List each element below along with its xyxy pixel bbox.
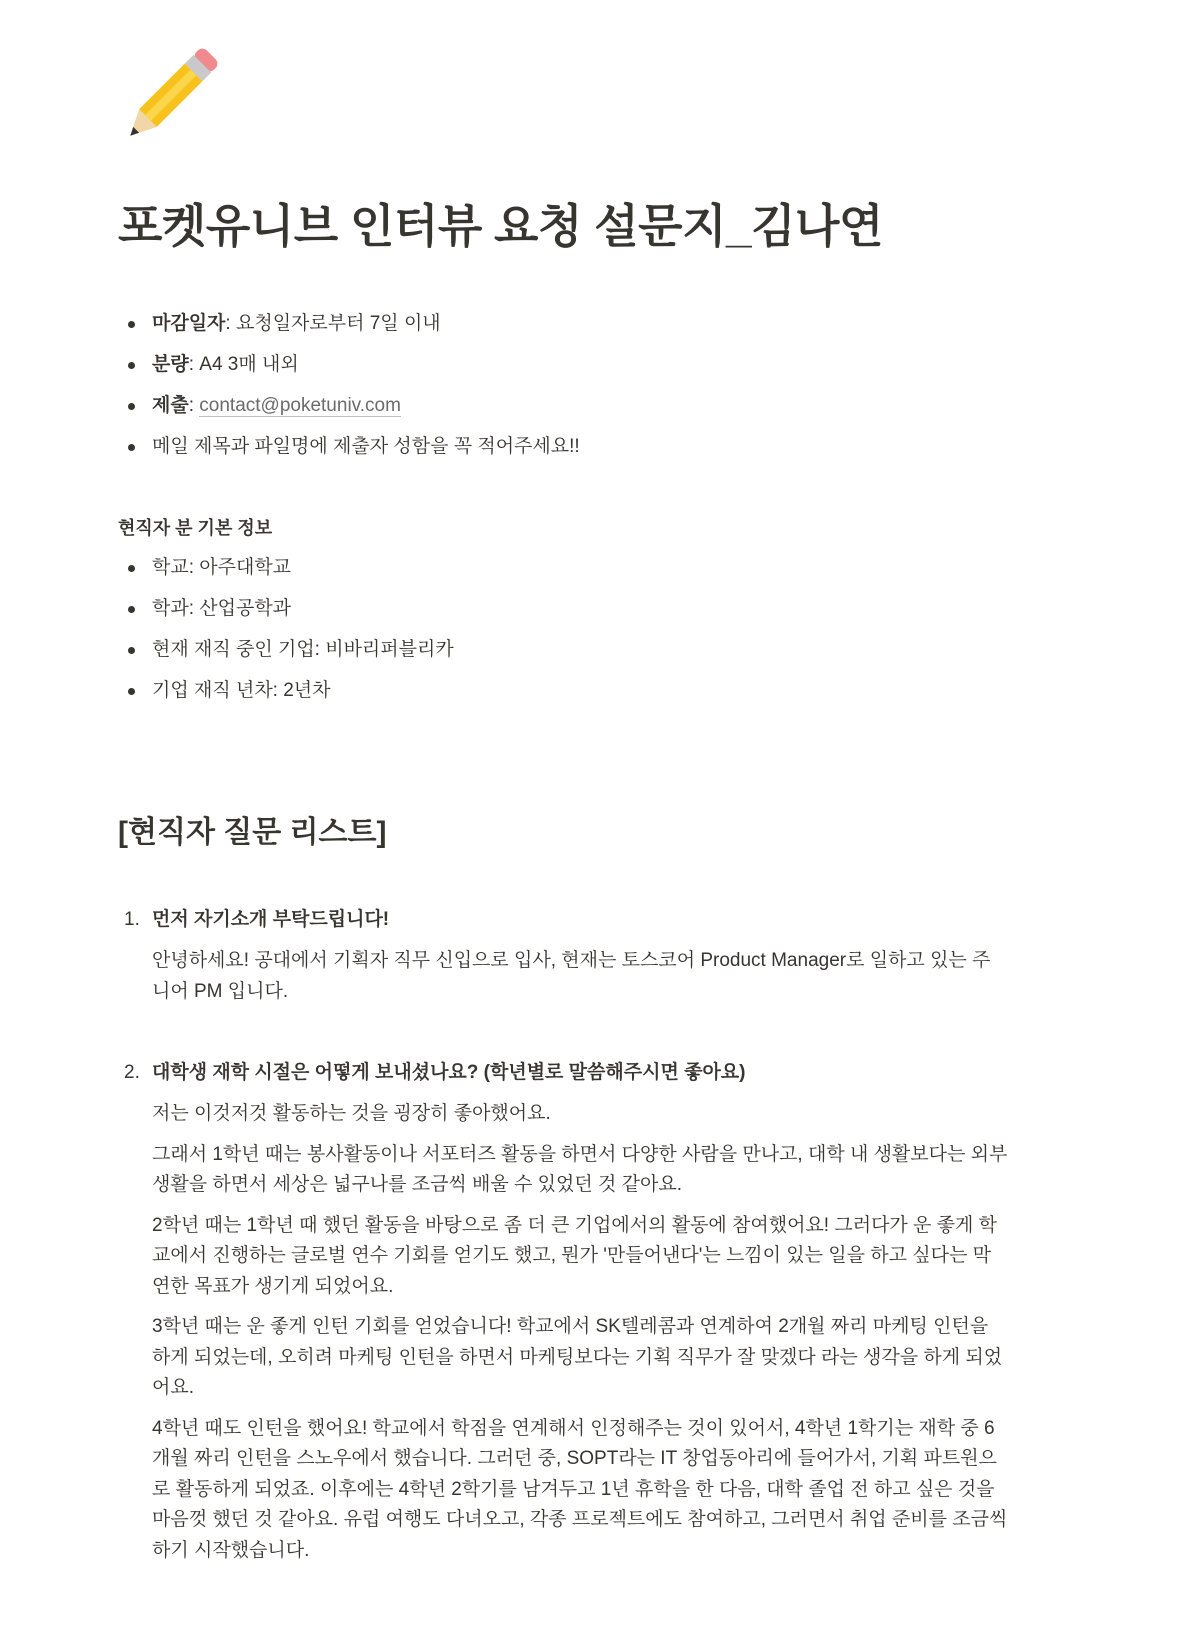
answer-paragraph: 안녕하세요! 공대에서 기획자 직무 신입으로 입사, 현재는 토스코어 Product Manager로 일하고 있는 주니어 PM 입니다. — [152, 950, 991, 1002]
answer-paragraph: 4학년 때도 인턴을 했어요! 학교에서 학점을 연계해서 인정해주는 것이 있어서, 4학년 1학기는 재학 중 6개월 짜리 인턴을 스노우에서 했습니다. 그러던 중, SOPT라는 IT 창업동아리에 들어가서, 기획 파트원으로 활동하게 되었죠. 이후에는 4학년 2학기를 남겨두고 1년 휴학을 한 다음, 대학 졸업 전 하고 싶은 것을 마음껏 했던 것 같아요. 유럽 여행도 다녀오고, 각종 프로젝트에도 참여하고, 그러면서 취업 준비를 조금씩 하기 시작했습니다. — [152, 1417, 1008, 1561]
answer-paragraph: 2학년 때는 1학년 때 했던 활동을 바탕으로 좀 더 큰 기업에서의 활동에 참여했어요! 그러다가 운 좋게 학교에서 진행하는 글로벌 연수 기회를 얻기도 했고, 뭔가 '만들어낸다'는 느낌이 있는 일을 하고 싶다는 막연한 목표가 생기게 되었어요. — [152, 1214, 998, 1297]
pencil-icon[interactable] — [118, 44, 222, 148]
answer-paragraph: 저는 이것저것 활동하는 것을 굉장히 좋아했어요. — [152, 1103, 551, 1124]
page-title: 포켓유니브 인터뷰 요청 설문지_김나연 — [118, 200, 883, 252]
question-1: 1. 먼저 자기소개 부탁드립니다! 안녕하세요! 공대에서 기획자 직무 신입으로 입사, 현재는 토스코어 Product Manager로 일하고 있는 주니어 PM 입니다. — [118, 906, 1008, 1007]
questions-heading: [현직자 질문 리스트] — [118, 816, 387, 849]
basic-info-heading: 현직자 분 기본 정보 — [118, 518, 273, 538]
list-item: 기업 재직 년차: 2년차 — [118, 677, 1008, 718]
list-item: 제출: contact@poketuniv.com — [118, 392, 1008, 433]
list-item: 학교: 아주대학교 — [118, 554, 1008, 595]
answer-paragraph: 3학년 때는 운 좋게 인턴 기회를 얻었습니다! 학교에서 SK텔레콤과 연계하여 2개월 짜리 마케팅 인턴을 하게 되었는데, 오히려 마케팅 인턴을 하면서 마케팅보다는 기획 직무가 잘 맞겠다 라는 생각을 하게 되었어요. — [152, 1316, 1003, 1398]
list-item: 분량: A4 3매 내외 — [118, 351, 1008, 392]
question-text: 먼저 자기소개 부탁드립니다! — [152, 909, 390, 930]
answer-paragraph: 그래서 1학년 때는 봉사활동이나 서포터즈 활동을 하면서 다양한 사람을 만나고, 대학 내 생활보다는 외부 생활을 하면서 세상은 넓구나를 조금씩 배울 수 있었던 것 같아요. — [152, 1143, 1008, 1195]
list-item: 학과: 산업공학과 — [118, 595, 1008, 636]
question-2: 2. 대학생 재학 시절은 어떻게 보내셨나요? (학년별로 말씀해주시면 좋아요) 저는 이것저것 활동하는 것을 굉장히 좋아했어요. 그래서 1학년 때는 봉사활동이나 서포터즈 활동을 하면서 다양한 사람을 만나고, 대학 내 생활보다는 외부 생활을 하면서 세상은 넓구나를 조금씩 배울 수 있었던 것 같아요. 2학년 때는 1학년 때 했던 활동을 바탕으로 좀 더 큰 기업에서의 활동에 참여했어요! 그러다가 운 좋게 학교에서 진행하는 글로벌 연수 기회를 얻기도 했고, 뭔가 '만들어낸다'는 느낌이 있는 일을 하고 싶다는 막연한 목표가 생기게 되었어요. 3학년 때는 운 좋게 인턴 기회를 얻었습니다! 학교에서 SK텔레콤과 연계하여 2개월 짜리 마케팅 인턴을 하게 되었는데, 오히려 마케팅 인턴을 하면서 마케팅보다는 기획 직무가 잘 맞겠다 라는 생각을 하게 되었어요. 4학년 때도 인턴을 했어요! 학교에서 학점을 연계해서 인정해주는 것이 있어서, 4학년 1학기는 재학 중 6개월 짜리 인턴을 스노우에서 했습니다. 그러던 중, SOPT라는 IT 창업동아리에 들어가서, 기획 파트원으로 활동하게 되었죠. 이후에는 4학년 2학기를 남겨두고 1년 휴학을 한 다음, 대학 졸업 전 하고 싶은 것을 마음껏 했던 것 같아요. 유럽 여행도 다녀오고, 각종 프로젝트에도 참여하고, 그러면서 취업 준비를 조금씩 하기 시작했습니다. — [118, 1059, 1008, 1566]
list-item: 현재 재직 중인 기업: 비바리퍼블리카 — [118, 636, 1008, 677]
email-link[interactable]: contact@poketuniv.com — [199, 395, 401, 416]
list-item: 메일 제목과 파일명에 제출자 성함을 꼭 적어주세요!! — [118, 433, 1008, 474]
info-list — [118, 310, 1008, 474]
basic-info-list — [118, 554, 1008, 718]
question-text: 대학생 재학 시절은 어떻게 보내셨나요? (학년별로 말씀해주시면 좋아요) — [152, 1062, 746, 1083]
list-item: 마감일자: 요청일자로부터 7일 이내 — [118, 310, 1008, 351]
